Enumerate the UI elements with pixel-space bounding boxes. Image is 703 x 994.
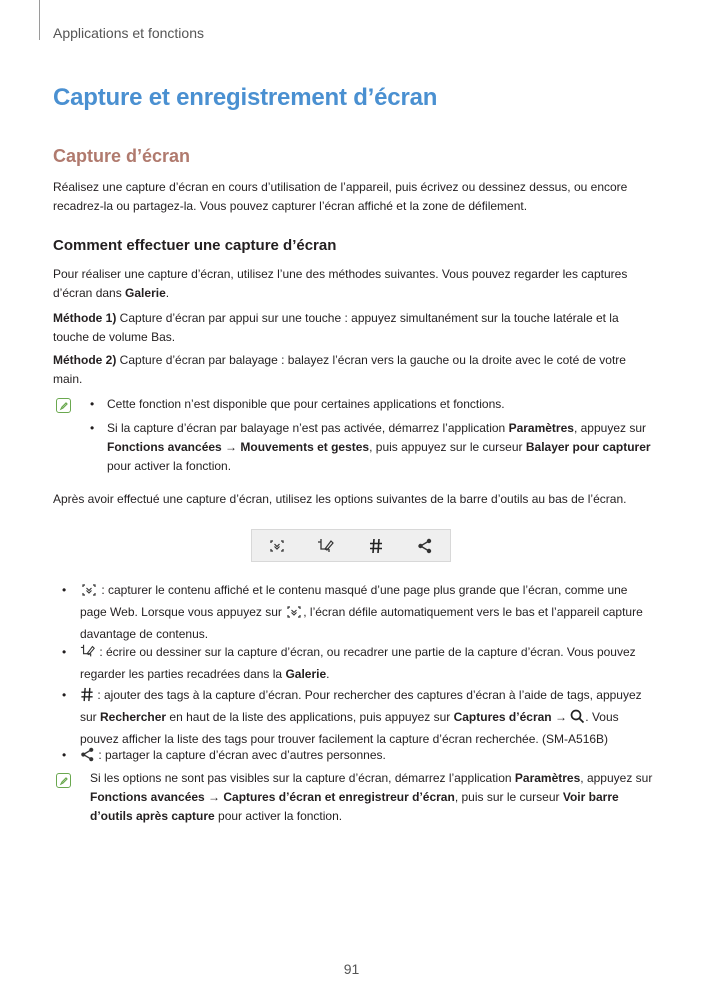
section-header: Applications et fonctions (53, 25, 204, 41)
option-text: : partager la capture d’écran avec d’autres personnes. (95, 748, 386, 762)
howto-heading: Comment effectuer une capture d’écran (53, 237, 337, 254)
bullet: • (90, 421, 95, 435)
after-capture-paragraph: Après avoir effectué une capture d’écran, utilisez les options suivantes de la barre d’outils au bas de l’écran. (53, 492, 627, 506)
search-icon (570, 709, 585, 730)
option-crop-draw (80, 643, 655, 684)
option-text: , l’écran défile automatiquement vers le bas et l’appareil capture davantage de contenus. (80, 605, 643, 641)
method-1-label: Méthode 1) (53, 311, 117, 325)
intro-paragraph: Réalisez une capture d’écran en cours d’utilisation de l’appareil, puis écrivez ou dessinez dessus, ou encore recadrez-la ou partagez-la. Vous pouvez capturer l’écran affiché et la zone de défilement. (53, 180, 628, 213)
method-2 (53, 351, 653, 389)
note1-bullet-2 (107, 419, 657, 476)
note1-text: , puis appuyez sur le curseur (369, 440, 526, 454)
parametres-label: Paramètres (514, 771, 581, 785)
option-text: : ajouter des tags à la capture d’écran. Pour rechercher des captures d’écran à l’aide de tags, appuyez sur (80, 688, 642, 724)
note2-text: Si les options ne sont pas visibles sur la capture d’écran, démarrez l’application (90, 771, 515, 785)
note1-text: Si la capture d’écran par balayage n’est pas activée, démarrez l’application (107, 421, 509, 435)
method-1-text: Capture d’écran par appui sur une touche : appuyez simultanément sur la touche latérale et la touche de volume Bas. (53, 311, 619, 344)
share-icon[interactable] (416, 537, 434, 555)
section-subtitle: Capture d’écran (53, 146, 191, 166)
method-2-text: Capture d’écran par balayage : balayez l’écran vers la gauche ou la droite avec le coté de votre main. (53, 353, 626, 386)
rechercher-label: Rechercher (100, 710, 167, 724)
note2-text: , appuyez sur (580, 771, 653, 785)
page-title: Capture et enregistrement d’écran (53, 84, 438, 111)
voir-barre-label: Voir barre d’outils après capture (90, 790, 619, 823)
method-1 (53, 309, 653, 347)
capture-toolbar (251, 529, 451, 562)
crop-draw-icon (80, 643, 96, 665)
option-scroll-capture (80, 581, 655, 644)
note2-text: , puis sur le curseur (454, 790, 563, 804)
scroll-capture-icon (285, 605, 303, 625)
option-text: : écrire ou dessiner sur la capture d’écran, ou recadrer une partie de la capture d’écran. Vous pouvez regarder les parties recadrées dans la (80, 645, 636, 681)
howto-text: Pour réaliser une capture d’écran, utilisez l’une des méthodes suivantes. Vous pouvez regarder les captures d’écran dans (53, 267, 628, 300)
captures-enregistreur-label: Captures d’écran et enregistreur d’écran (223, 790, 455, 804)
method-2-label: Méthode 2) (53, 353, 117, 367)
note-icon (56, 773, 71, 788)
option-text: : capturer le contenu affiché et le contenu masqué d’une page plus grande que l’écran, comme une page Web. Lorsque vous appuyez sur (80, 583, 628, 619)
note1-text: pour activer la fonction. (107, 459, 232, 473)
bullet: • (62, 748, 67, 762)
scroll-capture-icon[interactable] (268, 537, 286, 555)
option-text: . (326, 667, 330, 681)
arrow: → (204, 790, 224, 804)
note1-bullet-1: Cette fonction n’est disponible que pour certaines applications et fonctions. (107, 397, 505, 411)
crop-draw-icon[interactable] (317, 537, 335, 555)
parametres-label: Paramètres (508, 421, 574, 435)
bullet: • (62, 688, 67, 702)
header-divider (39, 0, 40, 40)
option-text: en haut de la liste des applications, puis appuyez sur (166, 710, 454, 724)
note2-paragraph (90, 769, 655, 826)
bullet: • (62, 645, 67, 659)
note1-text: , appuyez sur (573, 421, 646, 435)
galerie-label: Galerie (285, 667, 327, 681)
option-share (80, 746, 655, 768)
note-icon (56, 398, 71, 413)
scroll-capture-icon (80, 583, 98, 603)
bullet: • (62, 583, 67, 597)
option-text: . Vous pouvez afficher la liste des tags pour trouver facilement la capture d’écran recherchée. (SM-A516B) (80, 710, 619, 746)
share-icon (80, 747, 95, 768)
galerie-label: Galerie (125, 286, 166, 300)
hashtag-icon[interactable] (367, 537, 385, 555)
mouvements-gestes-label: Mouvements et gestes (240, 440, 370, 454)
balayer-label: Balayer pour capturer (525, 440, 651, 454)
page-number: 91 (343, 961, 360, 977)
note2-text: pour activer la fonction. (214, 809, 343, 823)
howto-paragraph (53, 265, 653, 303)
option-hashtag (80, 686, 655, 749)
howto-text-end: . (165, 286, 170, 300)
hashtag-icon (80, 687, 94, 708)
arrow: → (551, 710, 571, 724)
fonctions-avancees-label: Fonctions avancées (90, 790, 205, 804)
arrow: → (221, 440, 241, 454)
fonctions-avancees-label: Fonctions avancées (107, 440, 222, 454)
bullet: • (90, 397, 95, 411)
captures-ecran-label: Captures d’écran (453, 710, 552, 724)
